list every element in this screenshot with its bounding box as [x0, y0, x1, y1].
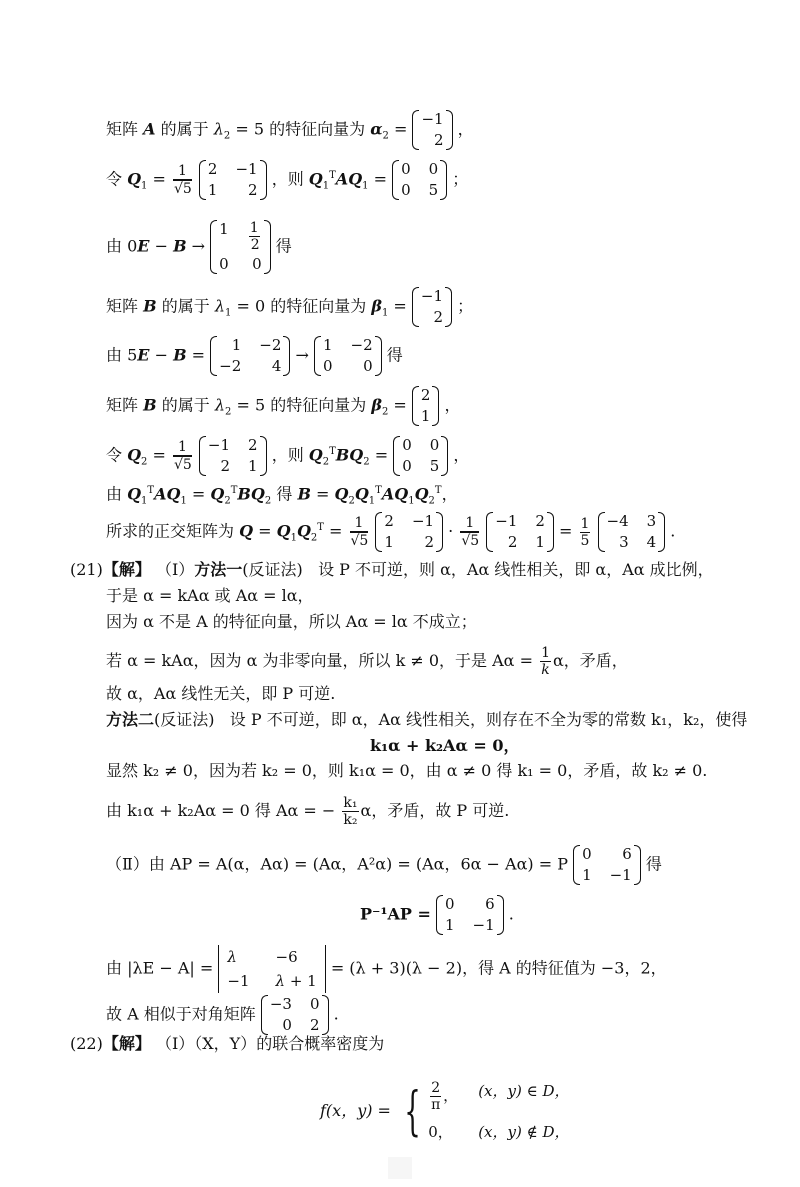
sol21-p2-l1: （Ⅱ）由 AP = A(α，Aα) = (Aα，A²α) = (Aα，6α − Aα) = P 0 6 1 −1 得: [106, 845, 662, 884]
brace: {: [404, 1081, 421, 1142]
sol21-m2-l4: 由 k₁α + k₂Aα = 0 得 Aα = − $\frac{\text{k₁}}{\text{k₂}}$ α，矛盾，故 P 可逆.: [106, 795, 510, 828]
matrix-0e-b: 1 $\frac{1}{2}$ 0 0: [210, 220, 270, 274]
density-cases: $\frac{2}{\pi}$ ， (x，y) ∈ D， 0， (x，y) ∉ D，: [428, 1080, 570, 1141]
matrix-5e-b-reduced: 1 −2 0 0: [314, 336, 382, 376]
matrix-q-result: −4 3 3 4: [598, 512, 666, 552]
sol21-m2-l3: 显然 k₂ ≠ 0，因为若 k₂ = 0，则 k₁α = 0，由 α ≠ 0 得 k₁ = 0，矛盾，故 k₂ ≠ 0.: [106, 761, 708, 780]
matrix-diag-b: 0 0 0 5: [393, 436, 448, 476]
matrix-p2-result: 0 6 1 −1: [436, 895, 504, 935]
sol21-p2-l3: 由 |λE − A| = λ −6 −1 λ + 1 = (λ + 3)(λ − 2)，得 A 的特征值为 −3，2，: [106, 945, 667, 993]
matrix-beta2: 2 1: [412, 386, 440, 426]
matrix-diag-final: −3 0 0 2: [261, 995, 329, 1035]
sol22-header: (22)【解】 （Ⅰ）（X，Y）的联合概率密度为: [70, 1034, 385, 1053]
line-eigvec-b2: 矩阵 B 的属于 $\lambda_2 = 5$ 的特征向量为 $\beta_2$ = 2 1 ，: [106, 386, 461, 425]
matrix-diag-a: 0 0 0 5: [392, 160, 447, 200]
determinant: λ −6 −1 λ + 1: [218, 945, 325, 993]
sol21-m2-eq: k₁α + k₂Aα = 0，: [370, 736, 520, 755]
sol21-l4: 若 α = kAα，因为 α 为非零向量，所以 k ≠ 0，于是 Aα = $\frac{1}{k}$ α，矛盾，: [106, 645, 628, 678]
matrix-q1-final: 2 −1 1 2: [375, 512, 443, 552]
line-relation: 由 $Q_1^TAQ_1 = Q_2^TBQ_2$ 得 $B = Q_2Q_1^TAQ_1Q_2^T$，: [106, 484, 458, 507]
matrix-alpha2: −1 2: [412, 110, 452, 150]
sol21-p2-l4: 故 A 相似于对角矩阵 −3 0 0 2 .: [106, 995, 339, 1034]
matrix-q2: −1 2 2 1: [199, 436, 267, 476]
matrix-beta1: −1 2: [412, 287, 452, 327]
line-q2: 令 $Q_2$ = $\frac{1}{√5}$ −1 2 2 1 ，则 $Q_2^TBQ_2$ = 0 0 0 5 ，: [106, 436, 470, 475]
line-5e-b: 由 5E − B = 1 −2 −2 4 → 1 −2 0 0 得: [106, 336, 403, 375]
matrix-q2t-final: −1 2 2 1: [486, 512, 554, 552]
sol22-density: f(x，y) = { $\frac{2}{\pi}$ ， (x，y) ∈ D， 0， (x，y) ∉ D，: [320, 1080, 570, 1142]
page-number-mark: [388, 1157, 412, 1179]
matrix-q1: 2 −1 1 2: [199, 160, 267, 200]
line-0e-b: 由 0E − B → 1 $\frac{1}{2}$ 0 0 得: [106, 220, 292, 273]
line-eigvec-a2: 矩阵 A 的属于 $\lambda_2 = 5$ 的特征向量为 $\alpha_2$ = −1 2 ，: [106, 110, 474, 149]
line-q1: 令 $Q_1$ = $\frac{1}{√5}$ 2 −1 1 2 ，则 $Q_1^TAQ_1$ = 0 0 0 5 ；: [106, 160, 469, 199]
sol21-l2: 于是 α = kAα 或 Aα = lα，: [106, 586, 314, 605]
sol21-header: (21)【解】 （Ⅰ）方法一(反证法) 设 P 不可逆，则 α，Aα 线性相关，即 α，Aα 成比例，: [70, 560, 714, 579]
matrix-p2: 0 6 1 −1: [573, 845, 641, 885]
sol21-l3: 因为 α 不是 A 的特征向量，所以 Aα = lα 不成立；: [106, 612, 477, 631]
line-eigvec-b1: 矩阵 B 的属于 $\lambda_1 = 0$ 的特征向量为 $\beta_1$ = −1 2 ；: [106, 287, 474, 326]
line-final-q: 所求的正交矩阵为 $Q = Q_1Q_2^T$ = $\frac{1}{√5}$ 2 −1 1 2 · $\frac{1}{√5}$ −1 2 2 1 = $\frac{1}{5}$ −4 3 3 4 .: [106, 512, 676, 551]
sol21-p2-eq: P⁻¹AP = 0 6 1 −1 .: [360, 895, 514, 934]
sol21-m2: 方法二(反证法) 设 P 不可逆，即 α，Aα 线性相关，则存在不全为零的常数 k₁，k₂，使得: [106, 710, 748, 729]
sol21-l5: 故 α，Aα 线性无关，即 P 可逆.: [106, 684, 336, 703]
matrix-5e-b: 1 −2 −2 4: [210, 336, 290, 376]
